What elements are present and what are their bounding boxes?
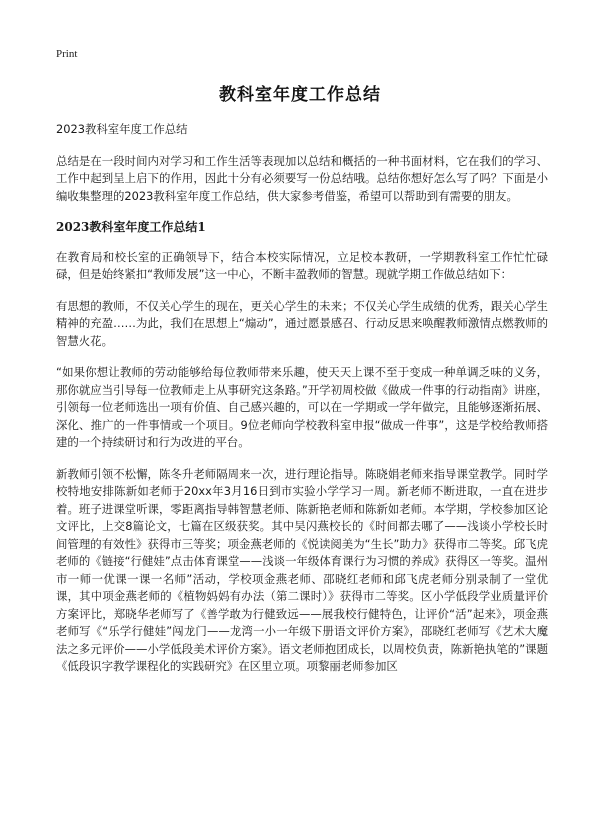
paragraph-4: 新教师引领不松懈，陈冬升老师隔周来一次，进行理论指导。陈晓娟老师来指导课堂教学。同时学校特地安排陈新如老师于20xx年3月16日到市实验小学学习一周。新老师不断进取，一直在进步着。班子进课堂听课，零距离指导韩智慧老师、陈新艳老师和陈新如老师。本学期，学校参加区论文评比，上交8篇论文，七篇在区级获奖。其中吴闪燕校长的《时间都去哪了——浅谈小学校长时间管理的有效性》获得市三等奖；项金燕老师的《悦读阅美为“生长”助力》获得市二等奖。邱飞虎老师的《链接“行健娃”点击体育课堂——浅谈一年级体育课行为习惯的养成》获得区一等奖。温州市一师一优课一课一名师”活动，学校项金燕老师、邵晓红老师和邱飞虎老师分别录制了一堂优课，其中项金燕老师的《植物妈妈有办法（第二课时）》获得市二等奖。区小学低段学业质量评价方案评比，郑晓华老师写了《善学敢为行健致远——展我校行健特色，让评价“活”起来》，项金燕老师写《“乐学行健娃”闯龙门——龙湾一小一年级下册语文评价方案》，邵晓红老师写《艺术大魔法之多元评价——小学低段美术评价方案》。语文老师抱团成长，以周校负责，陈新艳执笔的”课题《低段识字教学课程化的实践研究》在区里立项。项黎丽老师参加区 [56,466,548,673]
article-subtitle: 2023教科室年度工作总结 [56,122,188,136]
article-body [56,121,548,676]
paragraph-1: 在教育局和校长室的正确领导下，结合本校实际情况，立足校本教研，一学期教科室工作忙忙碌碌，但是始终紧扣“教师发展”这一中心，不断丰盈教师的智慧。现就学期工作做总结如下： [56,249,548,281]
paragraph-3: “如果你想让教师的劳动能够给每位教师带来乐趣，使天天上课不至于变成一种单调乏味的义务，那你就应当引导每一位教师走上从事研究这条路。”开学初周校做《做成一件事的行动指南》讲座，引领每一位老师选出一项有价值、自己感兴趣的，可以在一学期或一学年做完，且能够逐渐拓展、深化、推广的一件事情或一个项目。9位老师向学校教科室申报“做成一件事”，这是学校给教师搭建的一个持续研讨和行为改进的平台。 [56,365,548,449]
page-title: 教科室年度工作总结 [219,85,381,105]
print-link[interactable]: Print [56,48,78,60]
paragraph-2: 有思想的教师，不仅关心学生的现在，更关心学生的未来；不仅关心学生成绩的优秀，跟关心学生精神的充盈……为此，我们在思想上“煽动”，通过愿景感召、行动反思来唤醒教师激情点燃教师的智慧火花。 [56,298,548,348]
intro-paragraph: 总结是在一段时间内对学习和工作生活等表现加以总结和概括的一种书面材料，它在我们的学习、工作中起到呈上启下的作用，因此十分有必须要写一份总结哦。总结你想好怎么写了吗？下面是小编收集整理的2023教科室年度工作总结，供大家参考借鉴，希望可以帮助到有需要的朋友。 [56,153,548,203]
section-heading: 2023教科室年度工作总结1 [56,220,206,234]
